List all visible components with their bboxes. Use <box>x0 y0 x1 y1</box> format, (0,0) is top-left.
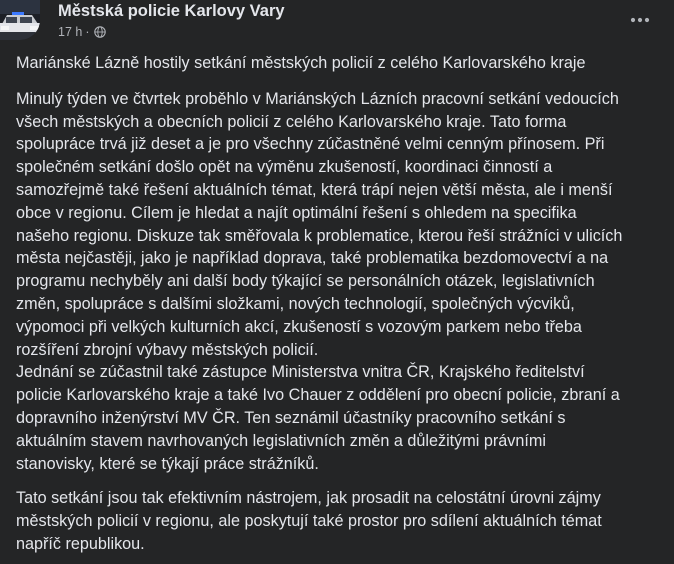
post-body <box>16 52 668 556</box>
page-avatar[interactable] <box>0 0 40 40</box>
more-options-icon <box>630 17 650 23</box>
meta-separator: · <box>85 25 90 39</box>
globe-icon <box>94 26 106 38</box>
page-name-link[interactable]: Městská policie Karlovy Vary <box>58 2 285 20</box>
post-paragraph-closing: Tato setkání jsou tak efektivním nástrojem, jak prosadit na celostátní úrovni zájmy městských policií v regionu, ale poskytují také prostor pro sdílení aktuálních témat napříč republikou. <box>16 489 602 553</box>
post-meta <box>58 24 106 40</box>
post-headline: Mariánské Lázně hostily setkání městských policií z celého Karlovarského kraje <box>16 54 586 72</box>
more-options-button[interactable] <box>622 6 658 34</box>
police-car-avatar-icon <box>0 0 40 40</box>
post-paragraph-ministry: Jednání se zúčastnil také zástupce Ministerstva vnitra ČR, Krajského ředitelství policie Karlovarského kraje a také Ivo Chauer z oddělení pro obecní policie, zbraní a dopravního inženýrství MV ČR. Ten seznámil účastníky pracovního setkání s aktuálním stavem navrhovaných legislativních změn a důležitými právními stanovisky, které se týkají práce strážníků. <box>16 363 620 473</box>
post-paragraph-main: Minulý týden ve čtvrtek proběhlo v Mariánských Lázních pracovní setkání vedoucích všech městských a obecních policií z celého Karlovarského kraje. Tato forma spolupráce trvá již deset a je pro všechny zúčastněné velmi cenným přínosem. Při společném setkání došlo opět na výměnu zkušeností, koordinaci činností a samozřejmě také řešení aktuálních témat, která trápí nejen větší města, ale i menší obce v regionu. Cílem je hledat a najít optimální řešení s ohledem na specifika našeho regionu. Diskuze tak směřovala k problematice, kterou řeší strážníci v ulicích města nejčastěji, jako je například doprava, také problematika bezdomovectví a na programu nechyběly ani další body týkající se personálních otázek, legislativních změn, spolupráce s dalšími složkami, nových technologií, společných výcviků, výpomoci při velkých kulturních akcí, zkušeností s vozovým parkem nebo třeba rozšíření zbrojní výbavy městských policií. <box>16 89 623 359</box>
post-header <box>0 0 674 46</box>
post-time[interactable]: 17 h <box>58 25 83 39</box>
